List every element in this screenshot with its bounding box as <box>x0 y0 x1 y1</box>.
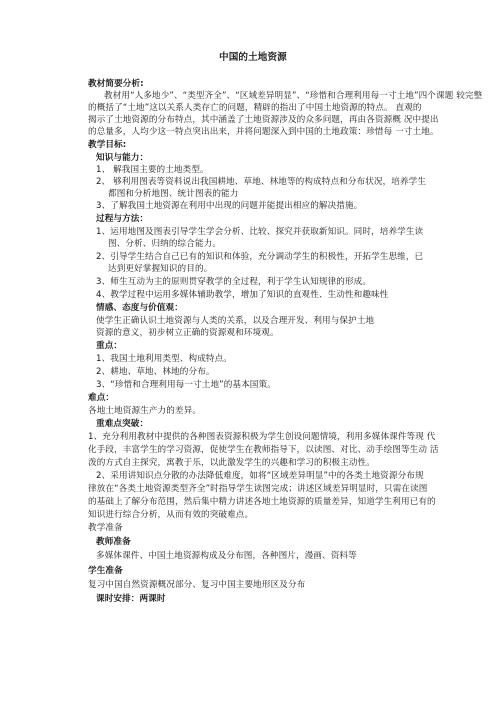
text-line: 的概括了“土地”这以关系人类存亡的问题，精辟的指出了中国土地资源的特点。 直观的 <box>88 103 422 113</box>
section-heading: 过程与方法： <box>96 214 149 224</box>
section-heading: 教师准备 <box>96 537 131 547</box>
text-line: 图、分析、归纳的综合能力。 <box>108 239 222 249</box>
text-line: 3、“珍惜和合理利用每一寸土地”的基本国策。 <box>96 380 276 390</box>
text-line: 2、引导学生结合自己已有的知识和体验，充分调动学生的积极性，开拓学生思维，已 <box>96 252 424 262</box>
text-line: 的基础上了解分布范围，然后集中精力讲述各地土地资源的质量差异，知道学生利用已有的 <box>88 497 436 507</box>
text-line: 1、充分利用教材中提供的各种图表资源积极为学生创设问题情境，利用多媒体课件等现 代 <box>88 432 436 442</box>
section-heading: 课时安排：两课时 <box>96 594 166 604</box>
text-line: 1、运用地图及图表引导学生学会分析、比较、探究并获取新知识。同时，培养学生读 <box>96 227 424 237</box>
text-line: 化手段，丰富学生的学习资源，促使学生在教师指导下，以读图、对比、动手绘图等生动 活 <box>88 445 439 455</box>
text-line: 3、师生互动为主的原则贯穿教学的全过程，利于学生认知规律的形成。 <box>96 277 372 287</box>
section-heading: 情感、态度与价值观： <box>96 303 183 313</box>
text-line: 复习中国自然资源概况部分、复习中国主要地形区及分布 <box>88 580 306 590</box>
section-heading: 难点： <box>88 393 115 403</box>
text-line: 达到更好掌握知识的目的。 <box>108 264 213 274</box>
section-heading: 教材简要分析: <box>88 79 144 89</box>
page-title: 中国的土地资源 <box>219 52 287 63</box>
text-line: 3、了解我国土地资源在利用中出现的问题并能提出相应的解决措施。 <box>96 201 363 211</box>
text-line: 揭示了土地资源的分布特点，其中涵盖了土地资源涉及的众多问题，再由各资源概 况中提出 <box>88 115 439 125</box>
text-line: 4、教学过程中运用多媒体辅助教学，增加了知识的直观性、生动性和趣味性 <box>96 290 389 300</box>
section-heading: 知识与能力： <box>96 153 149 163</box>
section-heading: 重难点突破： <box>96 419 149 429</box>
text-line: 各地土地资源生产力的差异。 <box>88 406 202 416</box>
text-line: 知识进行综合分析，从而有效的突破难点。 <box>88 510 254 520</box>
section-heading: 学生准备 <box>88 566 123 576</box>
text-line: 多媒体课件、中国土地资源构成及分布图，各种图片，漫画、资料等 <box>96 551 357 561</box>
text-line: 使学生正确认识土地资源与人类的关系，以及合理开发、利用与保护土地 <box>96 316 375 326</box>
text-line: 都图和分析地图、统计图表的能力 <box>108 189 239 199</box>
text-line: 的总量多，人均少这一特点突出出来，并将问题深入到中国的土地政策：珍惜每 一寸土地。 <box>88 127 439 137</box>
text-line: 1、我国土地利用类型、构成特点。 <box>96 354 232 364</box>
text-line: 资源的意义，初步树立正确的资源观和环境观。 <box>96 328 279 338</box>
text-line: 2、采用讲知识点分散的办法降低难度，如将“区域差异明显”中的各类土地资源分布规 <box>96 471 424 481</box>
text-line: 1、 解我国主要的土地类型。 <box>96 165 209 175</box>
text-line: 律放在“各类土地资源类型齐全”时指导学生读图完成；讲述区域差异明显时，只需在读图 <box>88 484 428 494</box>
text-line: 教学准备 <box>88 523 123 533</box>
section-heading: 重点： <box>96 341 123 351</box>
text-line: 泼的方式自主探究，寓教于乐，以此激发学生的兴趣和学习的积极主动性。 <box>88 458 375 468</box>
section-heading: 教学目标: <box>88 140 127 150</box>
text-line: 2、 够利用图表等资料说出我国耕地、草地、林地等的构成特点和分布状况，培养学生 <box>96 177 427 187</box>
text-line: 教材用“人多地少”、“类型齐全”、“区域差异明显”、“珍惜和合理利用每一寸土地”四个课题 较完整 <box>104 91 483 101</box>
text-line: 2、耕地、草地、林地的分布。 <box>96 367 215 377</box>
